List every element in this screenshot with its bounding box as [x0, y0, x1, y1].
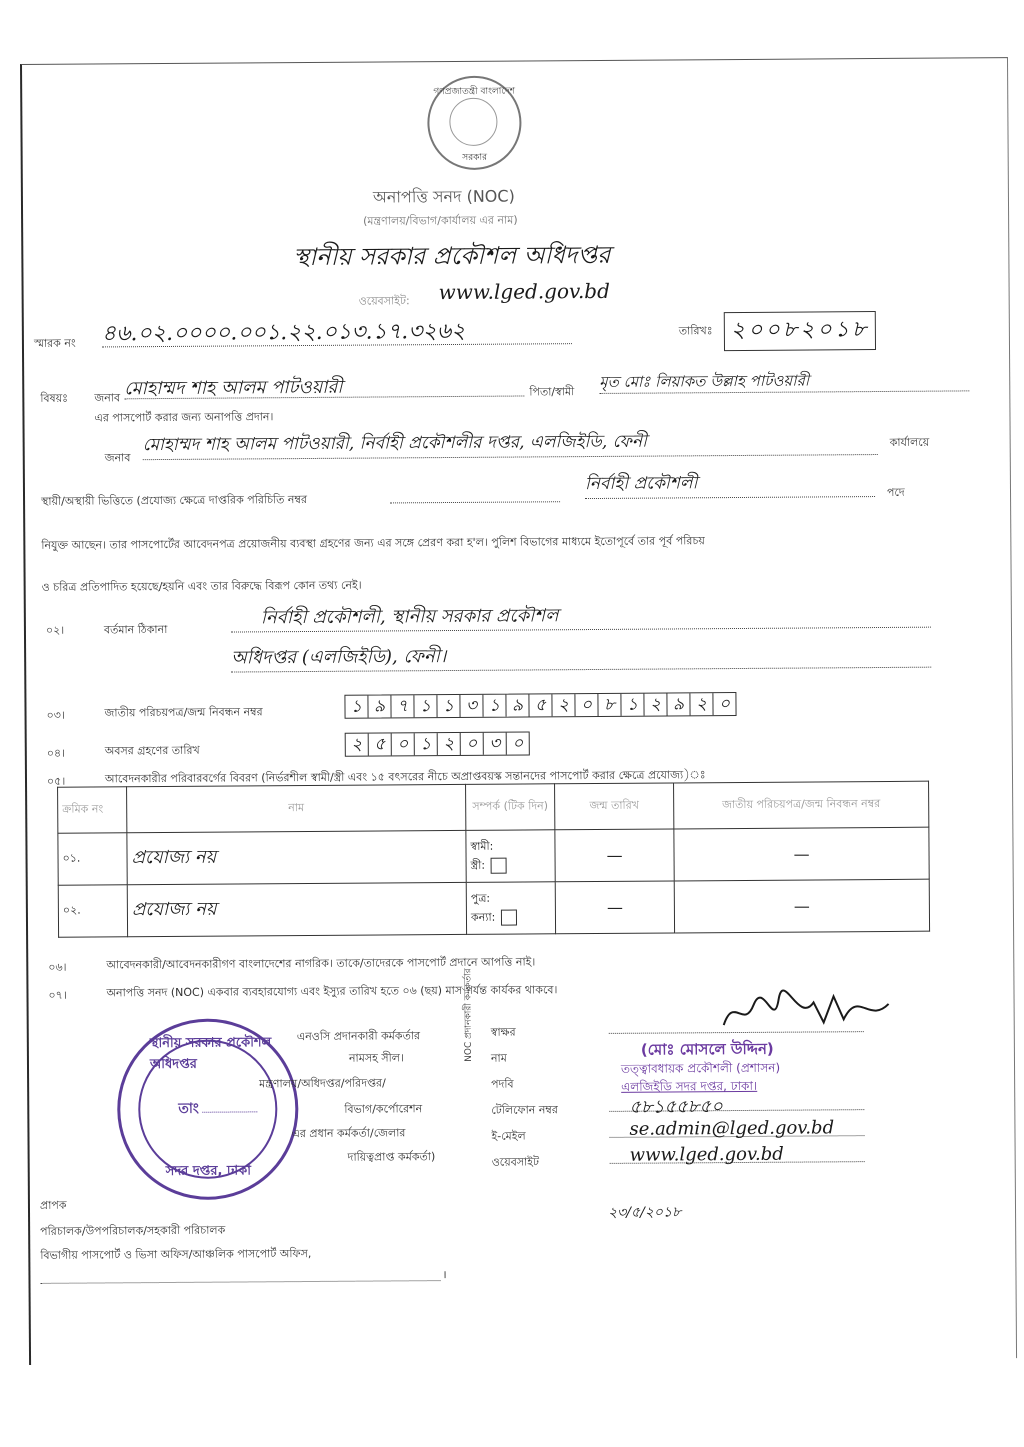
recipient-line3-dots: [41, 1280, 441, 1284]
father-label: পিতা/স্বামী: [529, 385, 575, 399]
row-relation: [466, 830, 555, 883]
stamp-outer-text: স্থানীয় সরকার প্রকৌশল অধিদপ্তর: [149, 1035, 272, 1073]
signatory-desc-5: এর প্রধান কর্মকর্তা/জেলার: [291, 1126, 406, 1141]
recipient-line3: ।: [442, 1268, 447, 1282]
item07-number: ০৭।: [48, 988, 67, 1002]
item06-number: ০৬।: [48, 960, 67, 974]
row-dob: —: [555, 829, 674, 882]
subject-name: মোহাম্মদ শাহ আলম পাটওয়ারী: [124, 376, 343, 400]
digit-box: ৩: [484, 733, 507, 755]
col-relation: সম্পর্ক (টিক দিন): [466, 784, 555, 831]
signatory-desc-6: দায়িত্বপ্রাপ্ত কর্মকর্তা): [347, 1150, 436, 1164]
memo-label: স্মারক নং: [33, 336, 76, 350]
digit-box: ০: [392, 733, 415, 755]
field-phone: টেলিফোন নম্বর: [491, 1103, 558, 1117]
stamp-bottom-text: সদর দপ্তর, ঢাকা: [165, 1163, 252, 1180]
col-serial: ক্রমিক নং: [58, 787, 127, 833]
body-line3: নিযুক্ত আছেন। তার পাসপোর্টের আবেদনপত্র প্রয়োজনীয় ব্যবস্থা গ্রহণের জন্য এর সঙ্গে প্রেরণ করা হ'ল। পুলিশ বিভাগের মাধ্যমে ইতোপূর্বে তার পূর্ব পরিচয়: [41, 534, 705, 552]
signatory-desc-4: বিভাগ/কর্পোরেশন: [344, 1102, 423, 1116]
recipient-line1: পরিচালক/উপপরিচালক/সহকারী পরিচালক: [40, 1223, 226, 1238]
item06-text: আবেদনকারী/আবেদনকারীগণ বাংলাদেশের নাগরিক। তাকে/তাদেরকে পাসপোর্ট প্রদানে আপত্তি নাই।: [106, 955, 536, 972]
col-name: নাম: [127, 784, 466, 832]
row-nid: —: [674, 827, 929, 881]
field-designation: পদবি: [491, 1077, 514, 1091]
item03-number: ০৩।: [46, 708, 65, 722]
digit-box: ১: [345, 696, 368, 718]
digit-box: ৯: [368, 695, 391, 717]
website-label: ওয়েবসাইট:: [358, 294, 410, 308]
body-line2-dots: [390, 501, 560, 503]
noc-document: [20, 57, 1017, 1365]
address-line2: অধিদপ্তর (এলজিইডি), ফেনী।: [231, 646, 447, 669]
signatory-desc-1: এনওসি প্রদানকারী কর্মকর্তার: [296, 1029, 421, 1044]
office-name: স্থানীয় সরকার প্রকৌশল অধিদপ্তর: [293, 240, 611, 272]
digit-box: ০: [575, 694, 598, 716]
row-name: প্রযোজ্য নয়: [127, 882, 466, 936]
table-row: [58, 827, 929, 885]
memo-number: ৪৬.০২.০০০০.০০১.২২.০১৩.১৭.৩২৬২: [101, 318, 466, 347]
digit-box: ২: [644, 693, 667, 715]
row-name: প্রযোজ্য নয়: [127, 830, 466, 884]
digit-box: ৮: [598, 694, 621, 716]
field-website: ওয়েবসাইট: [491, 1155, 540, 1169]
row-serial: ০১.: [58, 833, 127, 885]
row-dob: —: [555, 881, 674, 934]
seal-top-text: গণপ্রজাতন্ত্রী বাংলাদেশ: [433, 86, 516, 98]
family-table-header: [58, 781, 929, 833]
item07-text: অনাপত্তি সনদ (NOC) একবার ব্যবহারযোগ্য এবং ইস্যুর তারিখ হতে ০৬ (ছয়) মাস পর্যন্ত কার্যকর থাকবে।: [106, 983, 558, 1000]
body-line4: ও চরিত্র প্রতিপাদিত হয়েছে/হয়নি এবং তার বিরুদ্ধে বিরূপ কোন তথ্য নেই।: [41, 578, 362, 594]
signatory-desc-2: নামসহ সীল।: [348, 1051, 404, 1065]
subject-label: বিষয়ঃ: [40, 391, 69, 405]
item05-label: আবেদনকারীর পরিবারবর্গের বিবরণ (নির্ভরশীল স্বামী/স্ত্রী এবং ১৫ বৎসরের নীচে অপ্রাপ্তবয়স্ক সন্তানদের পাসপোর্ট করার ক্ষেত্রে প্রযোজ্য)ঃ: [104, 768, 706, 786]
family-table: [57, 781, 930, 938]
item04-number: ০৪।: [46, 746, 66, 760]
digit-box: ০: [512, 733, 524, 754]
digit-box: ৯: [506, 694, 529, 716]
item02-number: ০২।: [45, 623, 65, 637]
digit-box: ৭: [391, 695, 414, 717]
digit-box: ১: [621, 694, 644, 716]
signatory-designation: তত্ত্বাবধায়ক প্রকৌশলী (প্রশাসন): [620, 1060, 781, 1076]
relation-label: কন্যা:: [470, 910, 496, 924]
signatory-desc-3: মন্ত্রণালয়/অধিদপ্তর/পরিদপ্তর/: [259, 1076, 386, 1091]
side-note: NOC প্রদানকারী কর্মকর্তার: [463, 968, 474, 1062]
father-name: মৃত মোঃ লিয়াকত উল্লাহ পাটওয়ারী: [599, 371, 810, 391]
signatory-phone: ৫৮১৫৫৮৫০: [629, 1096, 723, 1118]
digit-box: ০: [461, 733, 484, 755]
signatory-office: এলজিইডি সদর দপ্তর, ঢাকা।: [621, 1078, 758, 1094]
date-label: তারিখঃ: [678, 324, 713, 338]
office-stamp: [117, 1018, 299, 1200]
signatory-email: se.admin@lged.gov.bd: [629, 1117, 835, 1140]
nid-number-boxes: [344, 692, 736, 719]
col-dob: জন্ম তারিখ: [555, 783, 674, 830]
signatory-website: www.lged.gov.bd: [629, 1143, 784, 1166]
relation-label: স্বামী:: [470, 839, 494, 853]
retirement-date-boxes: [345, 731, 530, 756]
field-name: নাম: [490, 1051, 507, 1065]
body-janab-value: মোহাম্মদ শাহ আলম পাটওয়ারী, নির্বাহী প্রকৌশলীর দপ্তর, এলজিইডি, ফেনী: [142, 431, 648, 456]
recipient-label: প্রাপক: [39, 1198, 67, 1212]
row-nid: —: [674, 879, 929, 933]
recipient-line2: বিভাগীয় পাসপোর্ট ও ভিসা অফিস/আঞ্চলিক পাসপোর্ট অফিস,: [40, 1246, 312, 1262]
digit-box: ১: [415, 733, 438, 755]
signature-scribble: [718, 984, 898, 1040]
seal-bottom-text: সরকার: [462, 152, 488, 163]
memo-date: ২০০৮২০১৮: [724, 311, 877, 351]
digit-box: ২: [438, 733, 461, 755]
government-seal: [427, 76, 522, 171]
address-line1: নির্বাহী প্রকৌশলী, স্থানীয় সরকার প্রকৌশল: [260, 605, 559, 629]
digit-box: ১: [414, 695, 437, 717]
digit-box: ৫: [529, 694, 552, 716]
document-title: অনাপত্তি সনদ (NOC): [372, 186, 515, 207]
stamp-center-text: তাং: [178, 1100, 199, 1117]
digit-box: ২: [690, 693, 713, 715]
item02-label: বর্তমান ঠিকানা: [103, 622, 168, 637]
item05-number: ০৫।: [46, 774, 66, 788]
checkbox[interactable]: [501, 909, 517, 925]
checkbox[interactable]: [496, 891, 510, 905]
header-website: www.lged.gov.bd: [438, 278, 610, 305]
relation-label: স্ত্রী:: [470, 858, 486, 872]
subject-suffix: এর পাসপোর্ট করার জন্য অনাপত্তি প্রদান।: [94, 410, 274, 425]
body-line2-prefix: স্থায়ী/অস্থায়ী ভিত্তিতে (প্রযোজ্য ক্ষেত্রে দাপ্তরিক পরিচিতি নম্বর: [41, 493, 308, 508]
checkbox[interactable]: [491, 857, 507, 873]
row-serial: ০২.: [58, 885, 127, 937]
col-nid: জাতীয় পরিচয়পত্র/জন্ম নিবন্ধন নম্বর: [674, 781, 929, 829]
initial-date: ২৩/৫/২০১৮: [607, 1204, 682, 1221]
body-janab-label: জনাব: [104, 451, 131, 465]
row-relation: [466, 882, 555, 935]
relation-label: পুত্র:: [470, 891, 491, 905]
digit-box: ৯: [667, 693, 690, 715]
document-subtitle: (মন্ত্রণালয়/বিভাগ/কার্যালয় এর নাম): [363, 213, 518, 228]
field-email: ই-মেইল: [491, 1129, 526, 1143]
digit-box: ৫: [369, 733, 392, 755]
table-row: [58, 879, 929, 937]
digit-box: ১: [483, 695, 506, 717]
digit-box: ০: [718, 694, 731, 715]
item03-label: জাতীয় পরিচয়পত্র/জন্ম নিবন্ধন নম্বর: [104, 705, 263, 720]
digit-box: ৩: [460, 695, 483, 717]
digit-box: ২: [346, 734, 369, 756]
digit-box: ১: [437, 695, 460, 717]
office-suffix: কার্যালয়ে: [889, 435, 930, 449]
signatory-name: (মোঃ মোসলে উদ্দিন): [640, 1039, 774, 1059]
subject-janab: জনাব: [94, 391, 121, 405]
body-line2-suffix: পদে: [886, 485, 905, 499]
item04-label: অবসর গ্রহণের তারিখ: [104, 743, 200, 758]
digit-box: ২: [552, 694, 575, 716]
seal-emblem: [449, 98, 497, 146]
body-line2-value: নির্বাহী প্রকৌশলী: [584, 473, 698, 495]
checkbox[interactable]: [499, 839, 513, 853]
field-signature: স্বাক্ষর: [490, 1025, 516, 1039]
